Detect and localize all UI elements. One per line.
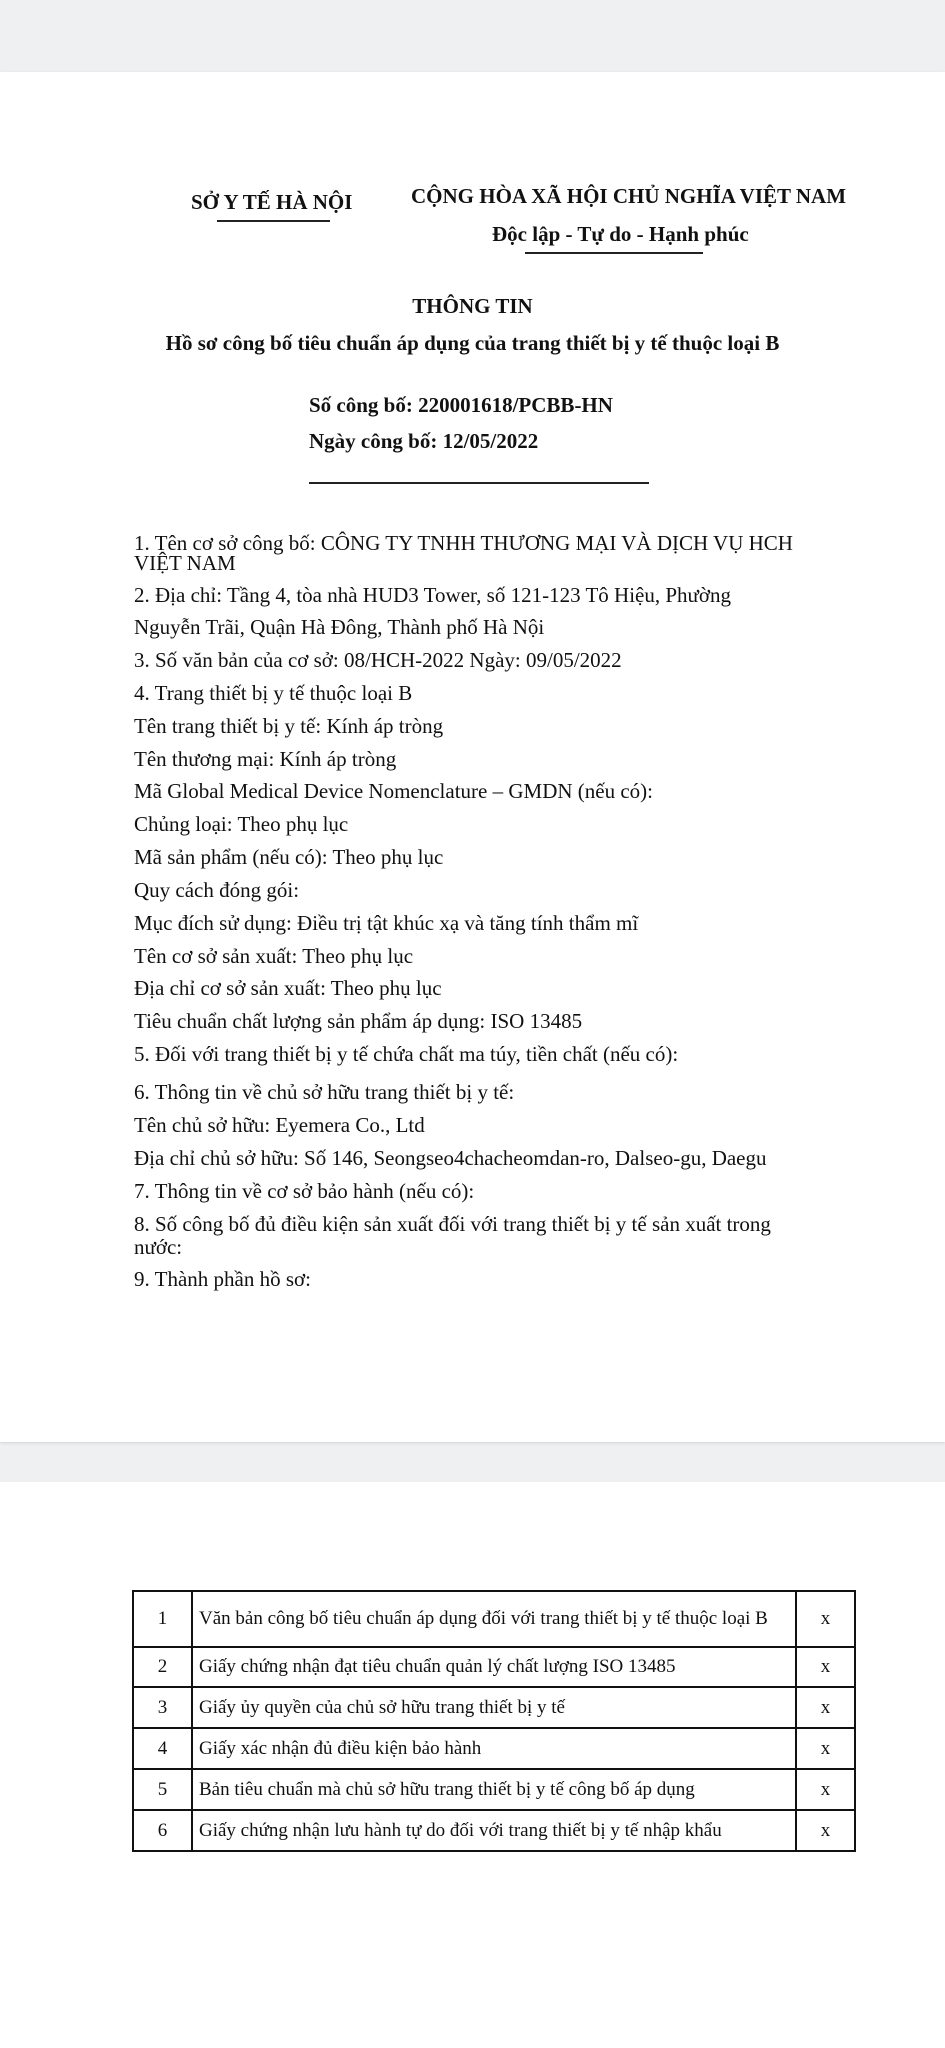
document-name: Giấy chứng nhận lưu hành tự do đối với trang thiết bị y tế nhập khẩu (192, 1810, 796, 1851)
national-motto: Độc lập - Tự do - Hạnh phúc (492, 222, 749, 246)
info-line: Tên cơ sở sản xuất: Theo phụ lục (134, 944, 414, 968)
table-row (133, 1591, 855, 1647)
document-name: Bản tiêu chuẩn mà chủ sở hữu trang thiết bị y tế công bố áp dụng (192, 1769, 796, 1810)
info-line: VIỆT NAM (134, 551, 236, 575)
document-name: Văn bản công bố tiêu chuẩn áp dụng đối với trang thiết bị y tế thuộc loại B (192, 1591, 796, 1647)
included-mark: x (796, 1728, 855, 1769)
row-number: 1 (133, 1591, 192, 1647)
documents-table (132, 1590, 856, 1852)
info-line: 1. Tên cơ sở công bố: CÔNG TY TNHH THƯƠNG MẠI VÀ DỊCH VỤ HCH (134, 531, 793, 555)
table-row (133, 1810, 855, 1851)
info-line: 2. Địa chỉ: Tầng 4, tòa nhà HUD3 Tower, số 121-123 Tô Hiệu, Phường (134, 583, 732, 607)
document-subtitle: Hồ sơ công bố tiêu chuẩn áp dụng của trang thiết bị y tế thuộc loại B (165, 331, 780, 355)
info-line: Mã Global Medical Device Nomenclature – GMDN (nếu có): (134, 779, 653, 803)
info-line: 5. Đối với trang thiết bị y tế chứa chất ma túy, tiền chất (nếu có): (134, 1042, 679, 1066)
republic-title: CỘNG HÒA XÃ HỘI CHỦ NGHĨA VIỆT NAM (411, 184, 847, 208)
info-line: Mục đích sử dụng: Điều trị tật khúc xạ và tăng tính thẩm mĩ (134, 911, 639, 935)
included-mark: x (796, 1810, 855, 1851)
row-number: 4 (133, 1728, 192, 1769)
info-line: Chủng loại: Theo phụ lục (134, 812, 349, 836)
info-line: 6. Thông tin về chủ sở hữu trang thiết bị y tế: (134, 1080, 515, 1104)
document-name: Giấy ủy quyền của chủ sở hữu trang thiết bị y tế (192, 1687, 796, 1728)
included-mark: x (796, 1769, 855, 1810)
table-row (133, 1647, 855, 1687)
announcement-number: Số công bố: 220001618/PCBB-HN (309, 393, 613, 417)
document-title: THÔNG TIN (412, 294, 533, 318)
info-line: Quy cách đóng gói: (134, 878, 300, 902)
table-row (133, 1769, 855, 1810)
info-line: 3. Số văn bản của cơ sở: 08/HCH-2022 Ngày: 09/05/2022 (134, 648, 622, 672)
announcement-date: Ngày công bố: 12/05/2022 (309, 429, 539, 453)
row-number: 2 (133, 1647, 192, 1687)
document-page-1 (0, 72, 945, 1442)
table-row (133, 1687, 855, 1728)
info-line: Tiêu chuẩn chất lượng sản phẩm áp dụng: ISO 13485 (134, 1009, 583, 1033)
info-line: Địa chỉ cơ sở sản xuất: Theo phụ lục (134, 976, 442, 1000)
info-line: 4. Trang thiết bị y tế thuộc loại B (134, 681, 413, 705)
info-line: 7. Thông tin về cơ sở bảo hành (nếu có): (134, 1179, 475, 1203)
included-mark: x (796, 1591, 855, 1647)
document-name: Giấy chứng nhận đạt tiêu chuẩn quản lý chất lượng ISO 13485 (192, 1647, 796, 1687)
document-page-2 (0, 1482, 945, 2048)
info-line: Mã sản phẩm (nếu có): Theo phụ lục (134, 845, 444, 869)
title-divider (309, 482, 649, 484)
info-line: 9. Thành phần hồ sơ: (134, 1267, 311, 1291)
document-name: Giấy xác nhận đủ điều kiện bảo hành (192, 1728, 796, 1769)
row-number: 6 (133, 1810, 192, 1851)
info-line: Tên trang thiết bị y tế: Kính áp tròng (134, 714, 444, 738)
motto-underline (525, 252, 703, 254)
info-line: Tên thương mại: Kính áp tròng (134, 747, 397, 771)
table-row (133, 1728, 855, 1769)
info-line: Nguyễn Trãi, Quận Hà Đông, Thành phố Hà Nội (134, 615, 545, 639)
included-mark: x (796, 1687, 855, 1728)
authority-underline (217, 220, 330, 222)
row-number: 5 (133, 1769, 192, 1810)
info-line: nước: (134, 1235, 183, 1259)
info-line: Tên chủ sở hữu: Eyemera Co., Ltd (134, 1113, 425, 1137)
included-mark: x (796, 1647, 855, 1687)
info-line: Địa chỉ chủ sở hữu: Số 146, Seongseo4chacheomdan-ro, Dalseo-gu, Daegu (134, 1146, 767, 1170)
row-number: 3 (133, 1687, 192, 1728)
info-line: 8. Số công bố đủ điều kiện sản xuất đối với trang thiết bị y tế sản xuất trong (134, 1212, 771, 1236)
issuing-authority: SỞ Y TẾ HÀ NỘI (191, 190, 353, 214)
